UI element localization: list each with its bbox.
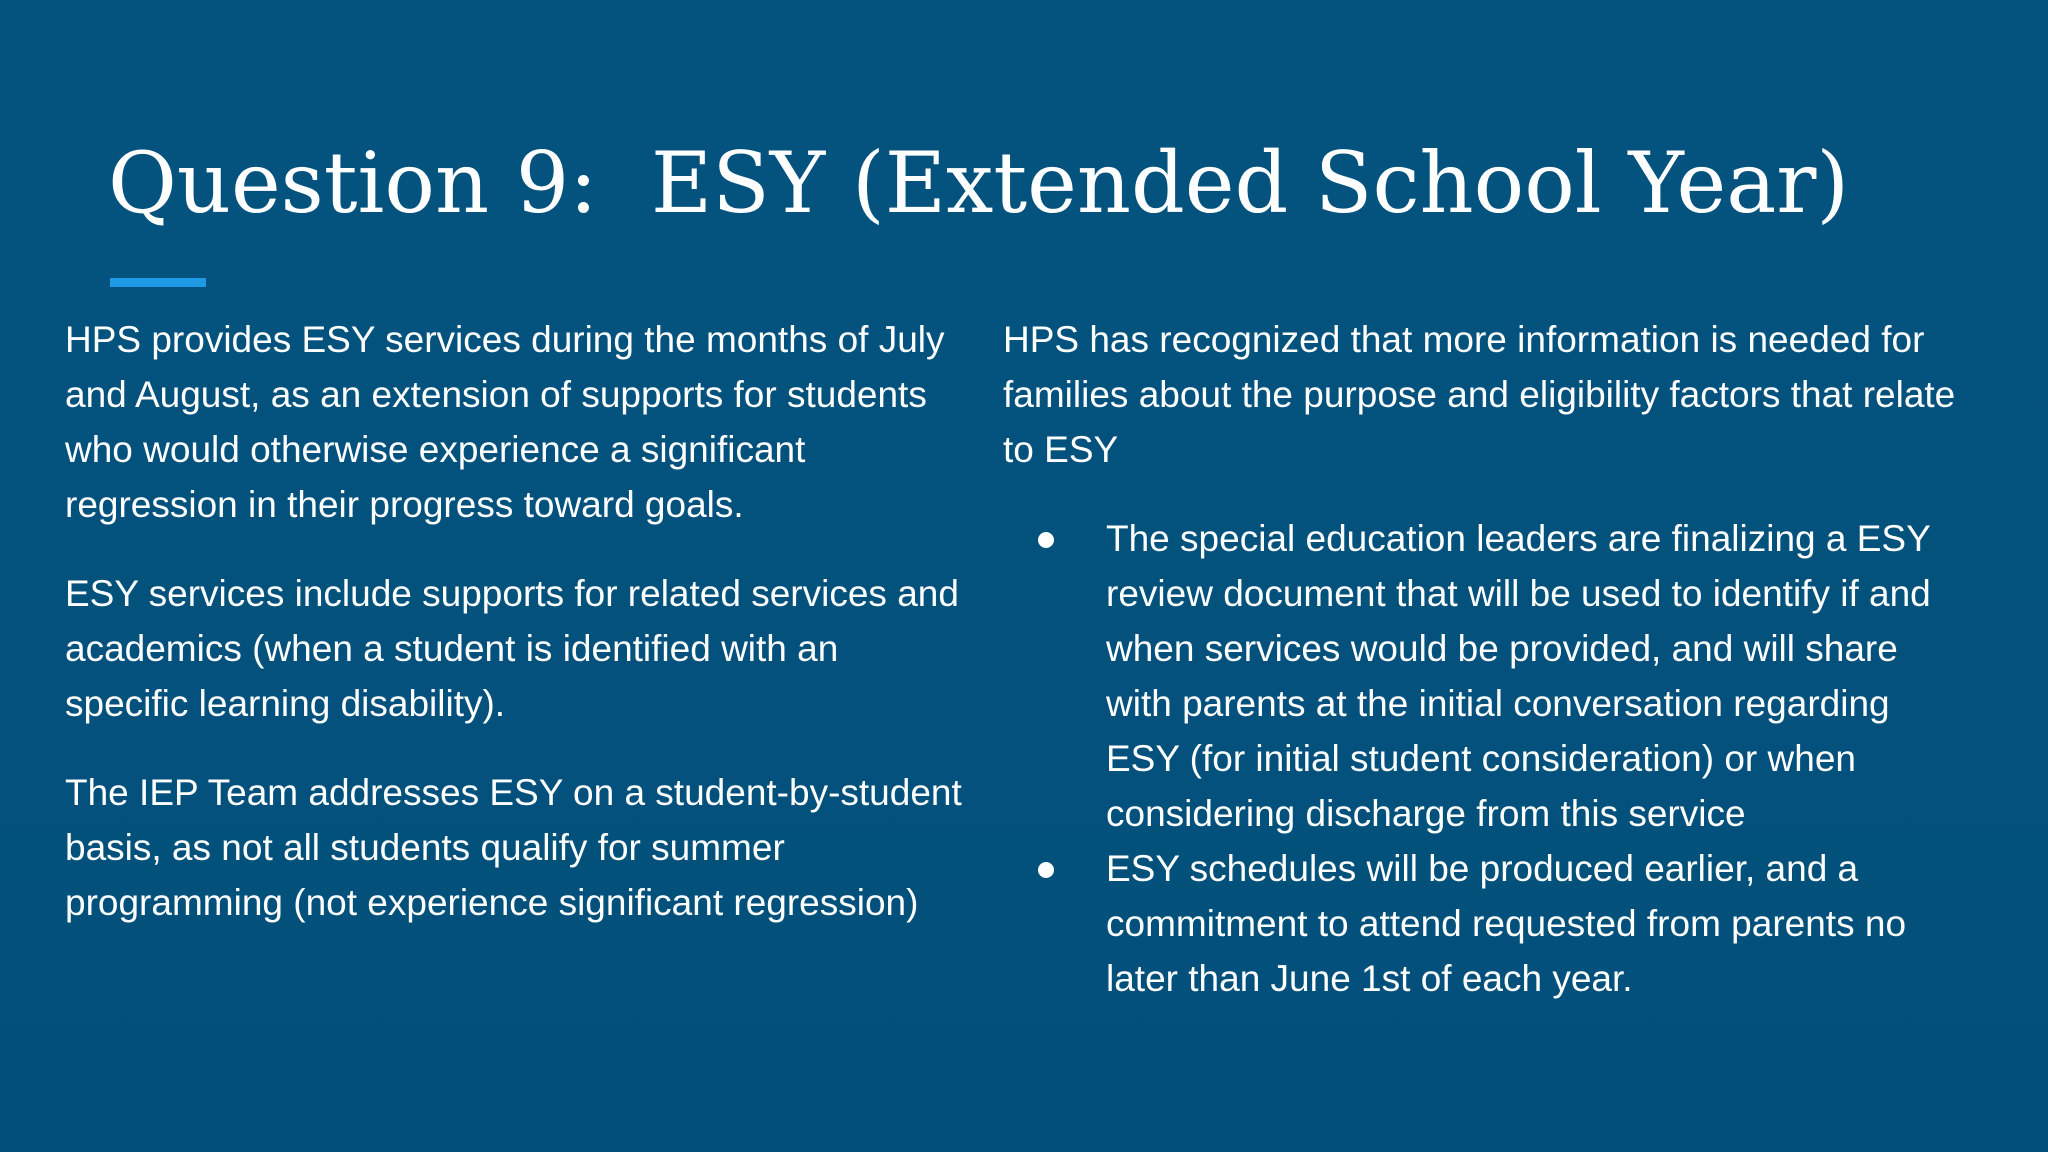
slide-title: Question 9: ESY (Extended School Year) — [108, 134, 1850, 232]
right-intro-paragraph: HPS has recognized that more information is needed for families about the purpose and eligibility factors that relate to ESY — [1003, 319, 1956, 470]
right-column — [1003, 312, 1963, 1006]
bullet-list — [1003, 511, 1963, 1006]
title-accent-bar — [110, 278, 206, 287]
bullet-item-2 — [1106, 841, 1963, 1006]
left-paragraph-2: ESY services include supports for related services and academics (when a student is identified with an specific learning disability). — [65, 573, 959, 724]
left-paragraph-1: HPS provides ESY services during the months of July and August, as an extension of supports for students who would otherwise experience a significant regression in their progress toward goals. — [65, 319, 945, 525]
bullet-dot-icon — [1038, 862, 1054, 878]
bullet-text-2: ESY schedules will be produced earlier, and a commitment to attend requested from parents no later than June 1st of each year. — [1106, 848, 1907, 999]
bullet-dot-icon — [1038, 532, 1054, 548]
bullet-text-1: The special education leaders are finalizing a ESY review document that will be used to identify if and when services would be provided, and will share with parents at the initial conversation regarding ESY (for initial student consideration) or when considering discharge from this service — [1106, 518, 1931, 834]
left-column — [65, 312, 965, 964]
left-paragraph-3: The IEP Team addresses ESY on a student-by-student basis, as not all students qualify for summer programming (not experience significant regression) — [65, 772, 962, 923]
bullet-item-1 — [1106, 511, 1963, 841]
